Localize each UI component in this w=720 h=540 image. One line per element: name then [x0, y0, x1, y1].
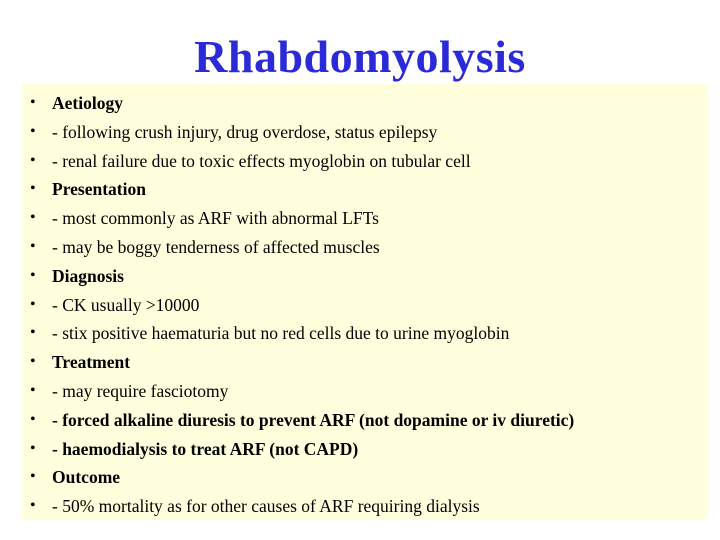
bullet-icon: •: [30, 209, 36, 227]
item-text: Outcome: [52, 467, 121, 488]
list-item: [30, 348, 700, 377]
bullet-list: [30, 89, 700, 521]
bullet-icon: •: [30, 151, 36, 169]
list-item: [30, 118, 700, 147]
item-text: Diagnosis: [52, 265, 124, 286]
bullet-icon: •: [30, 237, 36, 255]
list-item: [30, 291, 700, 320]
item-text: - forced alkaline diuresis to prevent ARF (not dopamine or iv diuretic): [52, 409, 575, 430]
bullet-icon: •: [30, 94, 36, 111]
list-item: [30, 175, 700, 204]
bullet-icon: •: [30, 180, 36, 198]
item-text: - CK usually >10000: [52, 294, 200, 315]
list-item: [30, 463, 700, 492]
item-text: - renal failure due to toxic effects myoglobin on tubular cell: [52, 150, 471, 171]
bullet-icon: •: [30, 353, 36, 371]
list-item: [30, 377, 700, 406]
list-item: [30, 435, 700, 464]
list-item: [30, 406, 700, 435]
content-box: [22, 84, 708, 520]
bullet-icon: •: [30, 122, 36, 140]
bullet-icon: •: [30, 324, 36, 342]
item-text: - following crush injury, drug overdose, status epilepsy: [52, 121, 438, 142]
list-item: [30, 262, 700, 291]
list-item: [30, 233, 700, 262]
list-item: [30, 89, 700, 118]
bullet-icon: •: [30, 295, 36, 313]
item-text: - may be boggy tenderness of affected muscles: [52, 236, 380, 257]
item-text: Aetiology: [52, 93, 123, 113]
bullet-icon: •: [30, 381, 36, 399]
list-item: [30, 492, 700, 521]
item-text: Presentation: [52, 179, 146, 200]
item-text: - haemodialysis to treat ARF (not CAPD): [52, 438, 359, 459]
list-item: [30, 319, 700, 348]
list-item: [30, 147, 700, 176]
slide-title: Rhabdomyolysis: [194, 31, 526, 82]
item-text: - 50% mortality as for other causes of ARF requiring dialysis: [52, 496, 480, 517]
bullet-icon: •: [30, 439, 36, 457]
bullet-icon: •: [30, 266, 36, 284]
bullet-icon: •: [30, 468, 36, 486]
bullet-icon: •: [30, 497, 36, 515]
item-text: - most commonly as ARF with abnormal LFTs: [52, 208, 379, 229]
bullet-icon: •: [30, 410, 36, 428]
list-item: [30, 204, 700, 233]
item-text: - stix positive haematuria but no red cells due to urine myoglobin: [52, 323, 510, 344]
item-text: Treatment: [52, 352, 131, 373]
item-text: - may require fasciotomy: [52, 380, 229, 401]
